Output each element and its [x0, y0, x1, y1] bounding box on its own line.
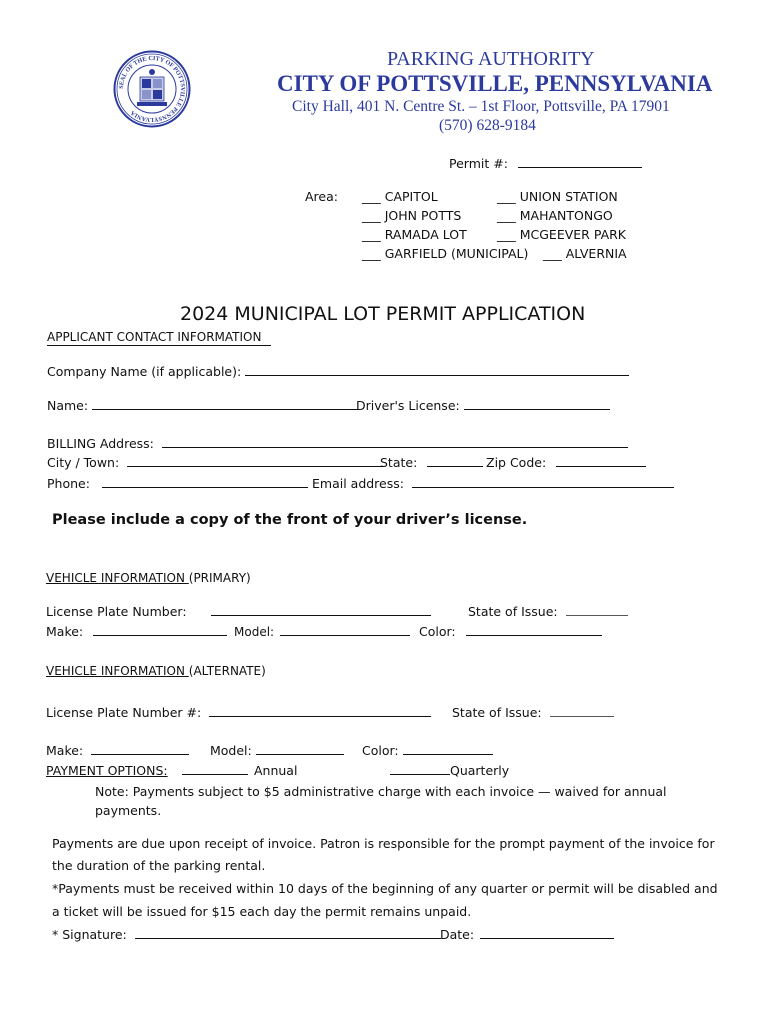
drivers-license-field[interactable] — [356, 398, 610, 413]
alternate-color-field[interactable] — [362, 743, 493, 758]
email-field[interactable] — [312, 476, 674, 491]
svg-text:SEAL OF THE CITY OF POTTSVILLE: SEAL OF THE CITY OF POTTSVILLE PENNSYLVANIA — [117, 54, 187, 124]
date-field[interactable] — [440, 927, 614, 942]
payment-annual-option[interactable] — [182, 763, 297, 778]
primary-make-field[interactable] — [46, 624, 227, 639]
company-label: Company Name (if applicable): — [47, 364, 242, 379]
payment-quarterly-option[interactable] — [390, 763, 509, 778]
area-option-alvernia[interactable]: ___ ALVERNIA — [543, 246, 627, 261]
alternate-plate-field[interactable] — [46, 705, 431, 720]
alternate-make-label: Make: — [46, 743, 84, 758]
alternate-state-label: State of Issue: — [452, 705, 542, 720]
payment-quarterly-label: Quarterly — [450, 763, 510, 778]
authority-title: PARKING AUTHORITY — [387, 48, 595, 70]
area-option-mahantongo[interactable]: ___ MAHANTONGO — [497, 208, 613, 223]
name-label: Name: — [47, 398, 89, 413]
state-field[interactable] — [380, 455, 483, 470]
area-option-capitol[interactable]: ___ CAPITOL — [362, 189, 438, 204]
permit-field[interactable] — [449, 156, 642, 171]
permit-line[interactable] — [518, 166, 642, 168]
area-option-mcgeever-park[interactable]: ___ MCGEEVER PARK — [497, 227, 627, 242]
alternate-state-field[interactable] — [452, 705, 614, 720]
form-title: 2024 MUNICIPAL LOT PERMIT APPLICATION — [180, 303, 586, 325]
primary-color-field[interactable] — [419, 624, 602, 639]
alternate-plate-label: License Plate Number #: — [46, 705, 202, 720]
phone-label: Phone: — [47, 476, 90, 491]
city-seal-logo — [113, 50, 191, 128]
alternate-model-field[interactable] — [210, 743, 344, 758]
city-phone: (570) 628-9184 — [439, 117, 536, 134]
primary-model-label: Model: — [234, 625, 275, 639]
payment-annual-label: Annual — [253, 763, 298, 778]
primary-color-label: Color: — [419, 624, 456, 639]
primary-state-label: State of Issue: — [468, 604, 558, 619]
primary-make-label: Make: — [46, 624, 84, 639]
signature-field[interactable] — [52, 927, 441, 942]
contact-heading: APPLICANT CONTACT INFORMATION — [47, 330, 271, 346]
email-label: Email address: — [312, 476, 404, 491]
name-field[interactable] — [47, 398, 358, 413]
payment-options-heading: PAYMENT OPTIONS: — [46, 763, 168, 778]
city-address: City Hall, 401 N. Centre St. – 1st Floor, Pottsville, PA 17901 — [292, 98, 670, 115]
phone-field[interactable] — [47, 476, 308, 491]
terms-line-4: a ticket will be issued for $15 each day the permit remains unpaid. — [52, 904, 472, 919]
date-label: Date: — [440, 927, 475, 942]
primary-plate-field[interactable] — [46, 604, 431, 619]
permit-label: Permit #: — [449, 156, 508, 171]
terms-line-2: the duration of the parking rental. — [52, 858, 266, 873]
signature-label: * Signature: — [52, 927, 127, 942]
alternate-make-field[interactable] — [46, 743, 189, 758]
billing-address-label: BILLING Address: — [47, 436, 154, 451]
license-copy-note: Please include a copy of the front of your driver’s license. — [52, 512, 528, 528]
zip-field[interactable] — [486, 455, 646, 470]
primary-state-field[interactable] — [468, 604, 628, 619]
area-option-john-potts[interactable]: ___ JOHN POTTS — [362, 208, 462, 223]
city-title: CITY OF POTTSVILLE, PENNSYLVANIA — [277, 71, 713, 96]
primary-model-field[interactable] — [234, 625, 410, 639]
drivers-license-label: Driver's License: — [356, 398, 460, 413]
zip-label: Zip Code: — [486, 455, 547, 470]
payment-note-cont: payments. — [95, 803, 162, 818]
alternate-color-label: Color: — [362, 743, 399, 758]
billing-address-field[interactable] — [47, 436, 628, 451]
primary-plate-label: License Plate Number: — [46, 604, 187, 619]
area-option-union-station[interactable]: ___ UNION STATION — [497, 189, 618, 204]
area-option-garfield[interactable]: ___ GARFIELD (MUNICIPAL) — [362, 246, 529, 261]
company-field[interactable] — [47, 364, 629, 379]
city-label: City / Town: — [47, 455, 120, 470]
terms-line-1: Payments are due upon receipt of invoice. Patron is responsible for the prompt payment of the invoice for — [52, 836, 715, 851]
state-label: State: — [380, 455, 418, 470]
city-field[interactable] — [47, 455, 383, 470]
payment-note: Note: Payments subject to $5 administrative charge with each invoice — waived for annual — [95, 784, 667, 799]
area-label: Area: — [305, 189, 338, 204]
vehicle-primary-heading: VEHICLE INFORMATION (PRIMARY) — [46, 571, 251, 585]
vehicle-alternate-heading: VEHICLE INFORMATION (ALTERNATE) — [46, 664, 266, 678]
area-option-ramada-lot[interactable]: ___ RAMADA LOT — [362, 227, 467, 242]
terms-line-3: *Payments must be received within 10 days of the beginning of any quarter or permit will be disabled and — [52, 881, 718, 896]
alternate-model-label: Model: — [210, 743, 252, 758]
